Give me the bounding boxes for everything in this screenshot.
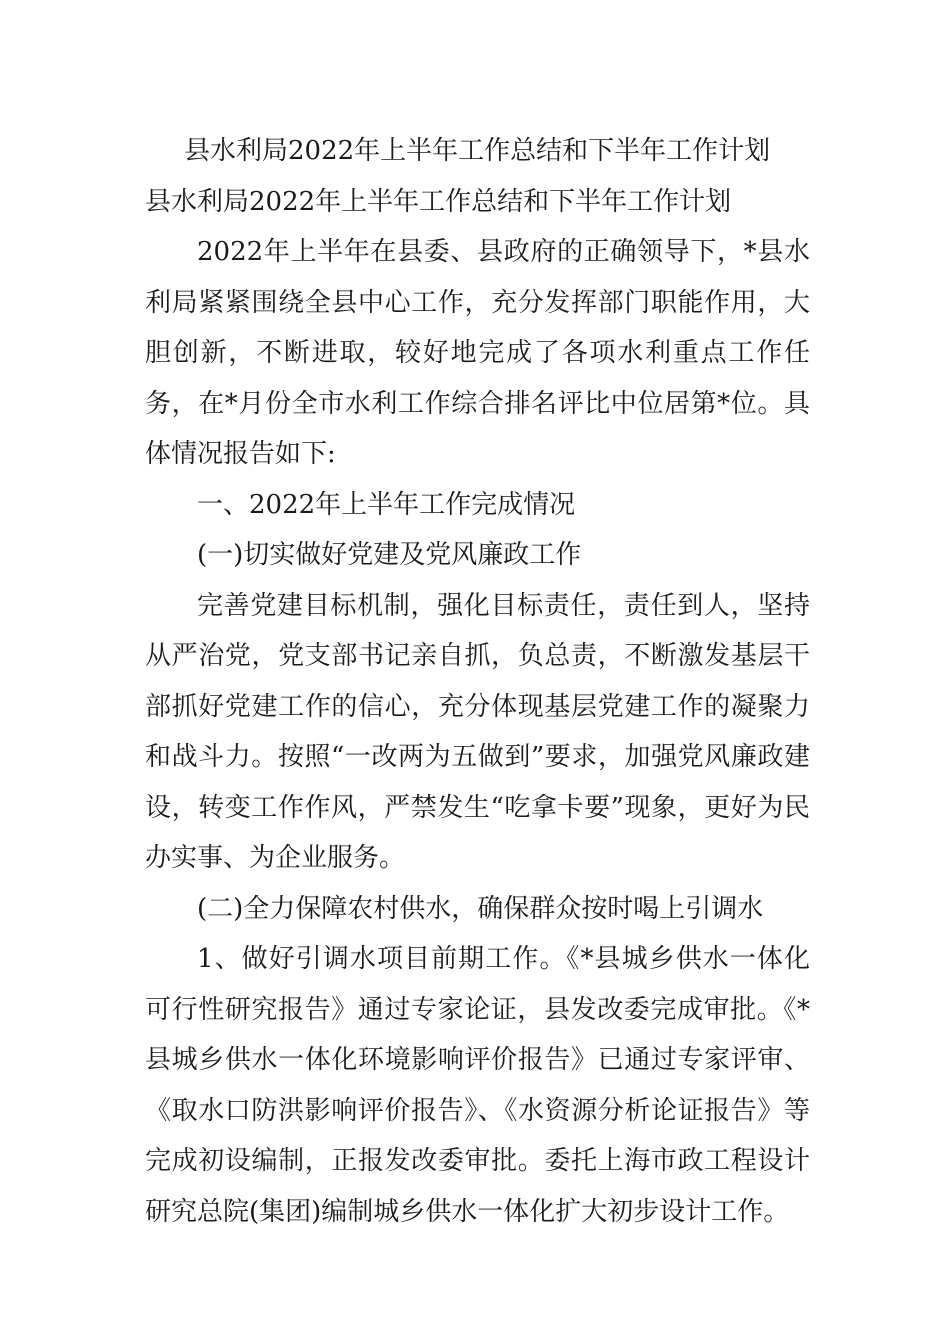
document-title-repeat: 县水利局2022年上半年工作总结和下半年工作计划 [145,186,732,217]
subsection-1-paragraph: 完善党建目标机制，强化目标责任，责任到人，坚持从严治党，党支部书记亲自抓，负总责，不断激发基层干部抓好党建工作的信心，充分体现基层党建工作的凝聚力和战斗力。按照“一改两为五做到”要求，加强党风廉政建设，转变工作作风，严禁发生“吃拿卡要”现象，更好为民办实事、为企业服务。 [145,590,810,873]
document-title: 县水利局2022年上半年工作总结和下半年工作计划 [184,136,771,166]
subsection-heading-2: (二)全力保障农村供水，确保群众按时喝上引调水 [197,893,764,924]
section-heading-1: 一、2022年上半年工作完成情况 [197,489,576,520]
item-1-paragraph: 1、做好引调水项目前期工作。《*县城乡供水一体化可行性研究报告》通过专家论证，县发改委完成审批。《*县城乡供水一体化环境影响评价报告》已通过专家评审、《取水口防洪影响评价报告》、《水资源分析论证报告》等完成初设编制，正报发改委审批。委托上海市政工程设计研究总院(集团)编制城乡供水一体化扩大初步设计工作。 [145,944,810,1227]
subsection-heading-1: (一)切实做好党建及党风廉政工作 [197,540,582,570]
intro-paragraph: 2022年上半年在县委、县政府的正确领导下，*县水利局紧紧围绕全县中心工作，充分发挥部门职能作用，大胆创新，不断进取，较好地完成了各项水利重点工作任务，在*月份全市水利工作综合排名评比中位居第*位。具体情况报告如下: [145,237,810,469]
document-body [145,126,810,1237]
